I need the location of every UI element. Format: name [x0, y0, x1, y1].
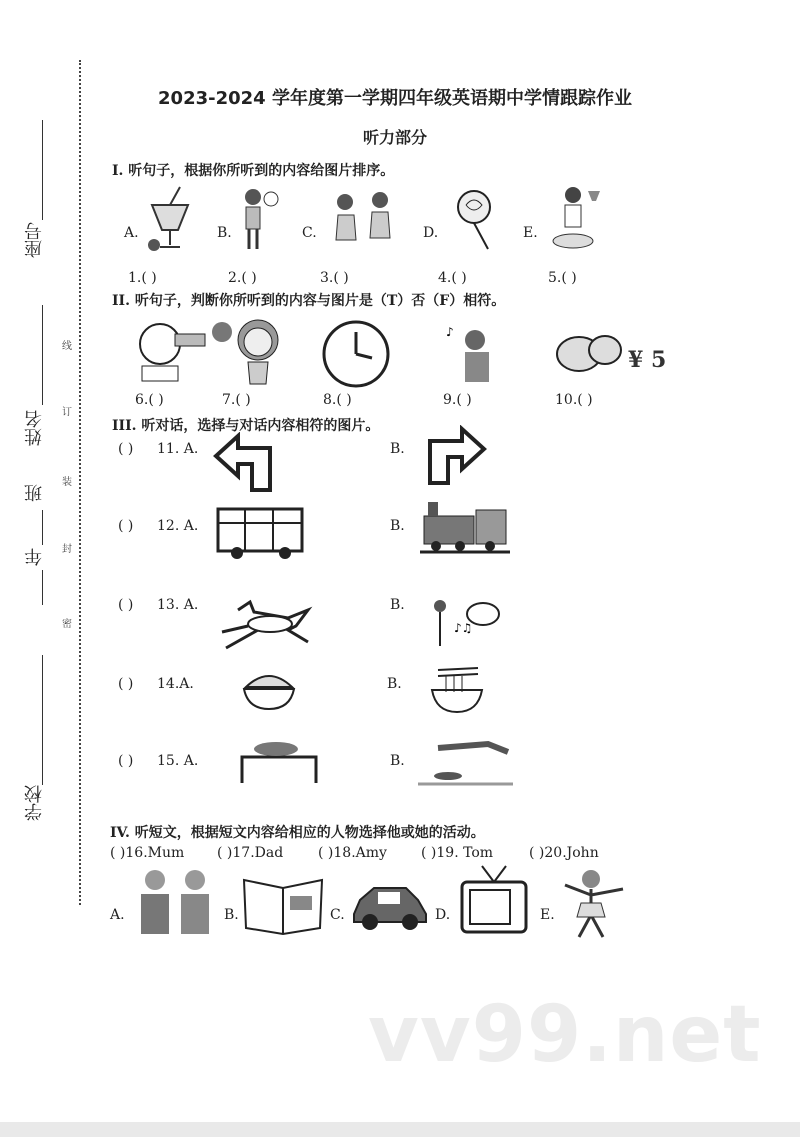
section-title: 听力部分	[362, 128, 427, 147]
option-label: A.	[124, 225, 139, 241]
noodles-bowl-image	[428, 662, 486, 716]
book-image	[240, 876, 326, 936]
option-b: B.	[390, 441, 405, 457]
option-label: E.	[540, 907, 555, 923]
answer-blank-2[interactable]: 2.( )	[228, 270, 257, 286]
seal-char: 封	[62, 544, 72, 555]
answer-blank-9[interactable]: 9.( )	[443, 392, 472, 408]
answer-blank-20[interactable]: ( )20.John	[529, 845, 599, 861]
trophy-winner-image	[548, 183, 608, 251]
answer-blank-18[interactable]: ( )18.Amy	[318, 845, 387, 861]
answer-blank-14[interactable]: ( )	[118, 676, 134, 692]
name-label: 姓名	[24, 410, 45, 446]
answer-blank-19[interactable]: ( )19. Tom	[421, 845, 494, 861]
dancing-girl-image	[555, 865, 630, 940]
option-b: B.	[390, 518, 405, 534]
name-underline	[42, 305, 43, 405]
girl-image	[235, 185, 280, 253]
seal-char: 线	[62, 341, 72, 352]
long-jump-image	[418, 738, 513, 788]
option-b: B.	[387, 676, 402, 692]
car-image	[350, 880, 430, 932]
school-label: 学校	[24, 785, 45, 821]
answer-blank-11[interactable]: ( )	[118, 441, 134, 457]
answer-blank-13[interactable]: ( )	[118, 597, 134, 613]
answer-blank-7[interactable]: 7.( )	[222, 392, 251, 408]
option-b: B.	[390, 597, 405, 613]
question-12: 12. A.	[157, 518, 199, 534]
boy-telescope-image	[130, 318, 210, 383]
option-label: D.	[423, 225, 439, 241]
rice-bowl-image	[240, 665, 298, 715]
girl-basketball-image	[210, 318, 290, 386]
option-label: C.	[302, 225, 317, 241]
binding-dotted-line	[79, 60, 81, 905]
children-drawing-image	[330, 190, 400, 250]
page-title: 2023-2024 学年度第一学期四年级英语期中学情跟踪作业	[158, 88, 632, 109]
option-label: E.	[523, 225, 538, 241]
option-label: A.	[110, 907, 125, 923]
question-14: 14.A.	[157, 676, 194, 692]
answer-blank-4[interactable]: 4.( )	[438, 270, 467, 286]
clock-image	[318, 320, 394, 388]
school-underline	[42, 655, 43, 785]
answer-blank-10[interactable]: 10.( )	[555, 392, 593, 408]
running-horse-image	[218, 596, 313, 654]
seal-char: 装	[62, 477, 72, 488]
answer-blank-6[interactable]: 6.( )	[135, 392, 164, 408]
section-1-heading: I. 听句子，根据你所听到的内容给图片排序。	[112, 163, 395, 179]
svg-text:♪♫: ♪♫	[454, 621, 473, 635]
option-label: B.	[224, 907, 239, 923]
answer-blank-8[interactable]: 8.( )	[323, 392, 352, 408]
juice-drink-image	[140, 185, 200, 253]
question-11: 11. A.	[157, 441, 199, 457]
singing-bird-image	[428, 590, 508, 648]
people-talking-image	[135, 866, 215, 940]
price-label: ¥ 5	[628, 347, 667, 373]
page-bottom-bar	[0, 1122, 800, 1137]
seal-char: 订	[62, 407, 72, 418]
high-jump-image	[238, 735, 320, 785]
question-15: 15. A.	[157, 753, 199, 769]
section-4-heading: IV. 听短文，根据短文内容给相应的人物选择他或她的活动。	[110, 825, 485, 841]
question-13: 13. A.	[157, 597, 199, 613]
option-label: D.	[435, 907, 451, 923]
answer-blank-5[interactable]: 5.( )	[548, 270, 577, 286]
class-label: 班	[24, 484, 45, 502]
answer-blank-16[interactable]: ( )16.Mum	[110, 845, 185, 861]
train-image	[420, 500, 510, 558]
person-singing-image	[440, 322, 500, 387]
potatoes-image	[555, 330, 625, 375]
section-2-heading: II. 听句子，判断你所听到的内容与图片是（T）否（F）相符。	[112, 293, 506, 309]
seat-label: 座号	[24, 222, 45, 258]
grade-underline	[42, 570, 43, 605]
svg-text:♪: ♪	[446, 325, 454, 339]
section-3-heading: III. 听对话，选择与对话内容相符的图片。	[112, 418, 380, 434]
rose-image	[450, 185, 498, 251]
television-image	[458, 862, 530, 940]
option-b: B.	[390, 753, 405, 769]
turn-right-arrow-image	[418, 425, 488, 485]
turn-left-arrow-image	[212, 432, 282, 492]
bus-image	[215, 505, 305, 563]
option-label: B.	[217, 225, 232, 241]
class-underline	[42, 510, 43, 545]
option-label: C.	[330, 907, 345, 923]
seal-char: 密	[62, 619, 72, 630]
answer-blank-17[interactable]: ( )17.Dad	[217, 845, 284, 861]
answer-blank-3[interactable]: 3.( )	[320, 270, 349, 286]
watermark: vv99.net	[368, 990, 762, 1080]
answer-blank-12[interactable]: ( )	[118, 518, 134, 534]
answer-blank-1[interactable]: 1.( )	[128, 270, 157, 286]
grade-label: 年	[24, 548, 45, 566]
answer-blank-15[interactable]: ( )	[118, 753, 134, 769]
